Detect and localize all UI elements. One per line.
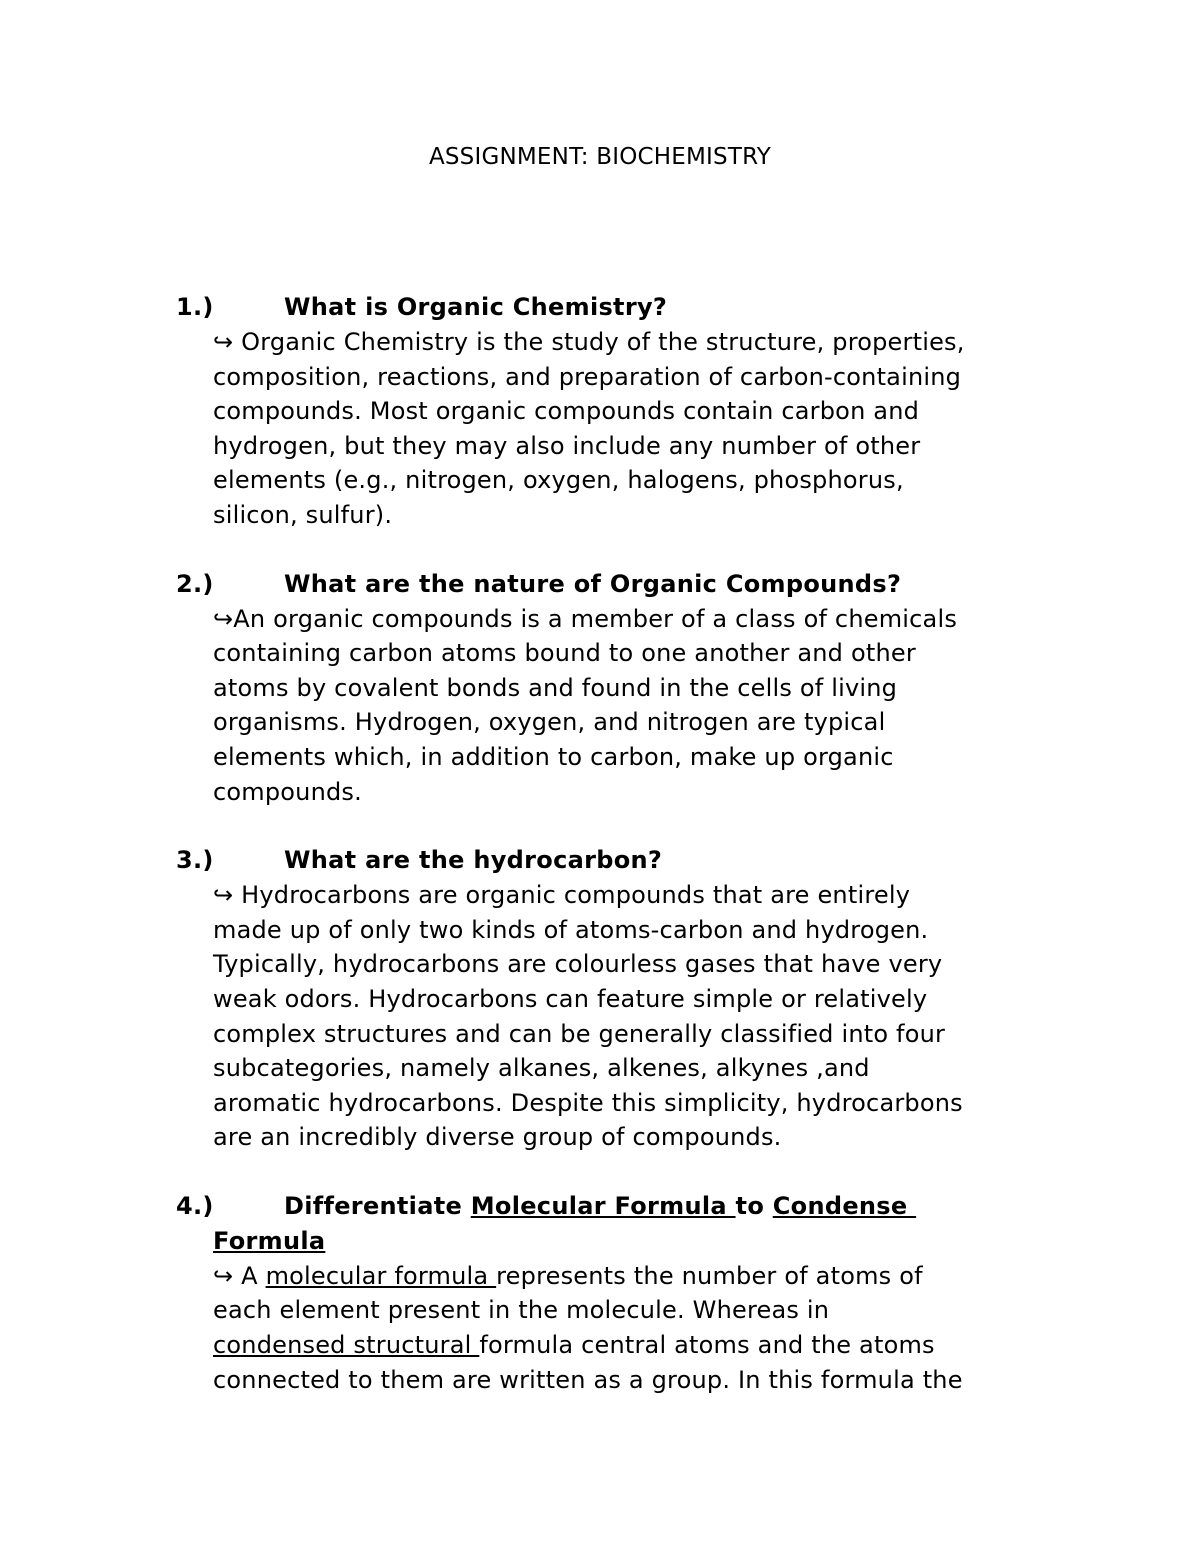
document-title: ASSIGNMENT: BIOCHEMISTRY	[428, 144, 772, 170]
answer-line	[213, 1328, 1083, 1363]
question-number: 1.)	[176, 293, 214, 321]
answer-paragraph	[176, 878, 1083, 1155]
underlined-term: condensed structural	[213, 1331, 480, 1360]
question-1	[176, 290, 1076, 533]
answer-line: composition, reactions, and preparation of carbon-containing	[213, 362, 962, 391]
answer-line: complex structures and can be generally classified into four	[213, 1019, 946, 1048]
question-number: 2.)	[176, 569, 214, 598]
document-body	[176, 290, 1076, 1431]
question-title-part: Differentiate	[284, 1191, 471, 1220]
question-heading	[176, 1189, 1076, 1259]
question-heading	[176, 290, 1076, 325]
answer-line: each element present in the molecule. Whereas in	[213, 1296, 830, 1325]
answer-paragraph	[176, 602, 1083, 810]
question-2	[176, 567, 1076, 810]
answer-line: elements which, in addition to carbon, make up organic	[213, 742, 894, 771]
answer-line: are an incredibly diverse group of compounds.	[213, 1123, 782, 1152]
question-4	[176, 1189, 1076, 1397]
question-title-continuation	[176, 1224, 1076, 1259]
answer-paragraph	[176, 325, 1083, 533]
answer-line: subcategories, namely alkanes, alkenes, alkynes ,and	[213, 1054, 870, 1083]
underlined-term: molecular formula	[265, 1261, 497, 1290]
question-number: 3.)	[176, 846, 214, 875]
answer-line: weak odors. Hydrocarbons can feature simple or relatively	[213, 984, 928, 1013]
answer-line: compounds.	[213, 777, 362, 806]
answer-line: ↪ Organic Chemistry is the study of the structure, properties,	[213, 328, 965, 356]
question-title: What are the hydrocarbon?	[284, 846, 663, 875]
answer-text: represents the number of atoms of	[496, 1261, 923, 1290]
question-heading	[176, 843, 1076, 878]
answer-line: Typically, hydrocarbons are colourless gases that have very	[213, 950, 943, 979]
answer-paragraph	[176, 1259, 1083, 1397]
answer-line	[213, 1259, 1083, 1294]
question-number: 4.)	[176, 1191, 214, 1220]
question-title: What are the nature of Organic Compounds?	[284, 569, 902, 598]
answer-line: made up of only two kinds of atoms-carbon and hydrogen.	[213, 915, 929, 944]
answer-line: compounds. Most organic compounds contain carbon and	[213, 397, 920, 426]
answer-text: ↪ A	[213, 1261, 266, 1290]
answer-text: formula central atoms and the atoms	[479, 1331, 935, 1360]
answer-line: connected to them are written as a group. In this formula the	[213, 1365, 963, 1394]
question-heading	[176, 567, 1076, 602]
answer-line: hydrogen, but they may also include any number of other	[213, 431, 921, 460]
question-title: What is Organic Chemistry?	[284, 293, 668, 321]
answer-line: ↪ Hydrocarbons are organic compounds that are entirely	[213, 881, 911, 910]
answer-line: ↪An organic compounds is a member of a class of chemicals	[213, 604, 958, 633]
answer-line: atoms by covalent bonds and found in the cells of living	[213, 673, 898, 702]
underlined-term: Molecular Formula	[470, 1191, 736, 1220]
answer-line: organisms. Hydrogen, oxygen, and nitrogen are typical	[213, 708, 886, 737]
answer-line: containing carbon atoms bound to one another and other	[213, 639, 916, 668]
question-3	[176, 843, 1076, 1155]
answer-line: silicon, sulfur).	[213, 500, 393, 529]
underlined-term: Formula	[213, 1226, 326, 1255]
underlined-term: Condense	[772, 1191, 917, 1220]
answer-line: aromatic hydrocarbons. Despite this simplicity, hydrocarbons	[213, 1088, 963, 1117]
question-title-part: to	[735, 1191, 773, 1220]
answer-line: elements (e.g., nitrogen, oxygen, halogens, phosphorus,	[213, 466, 904, 495]
